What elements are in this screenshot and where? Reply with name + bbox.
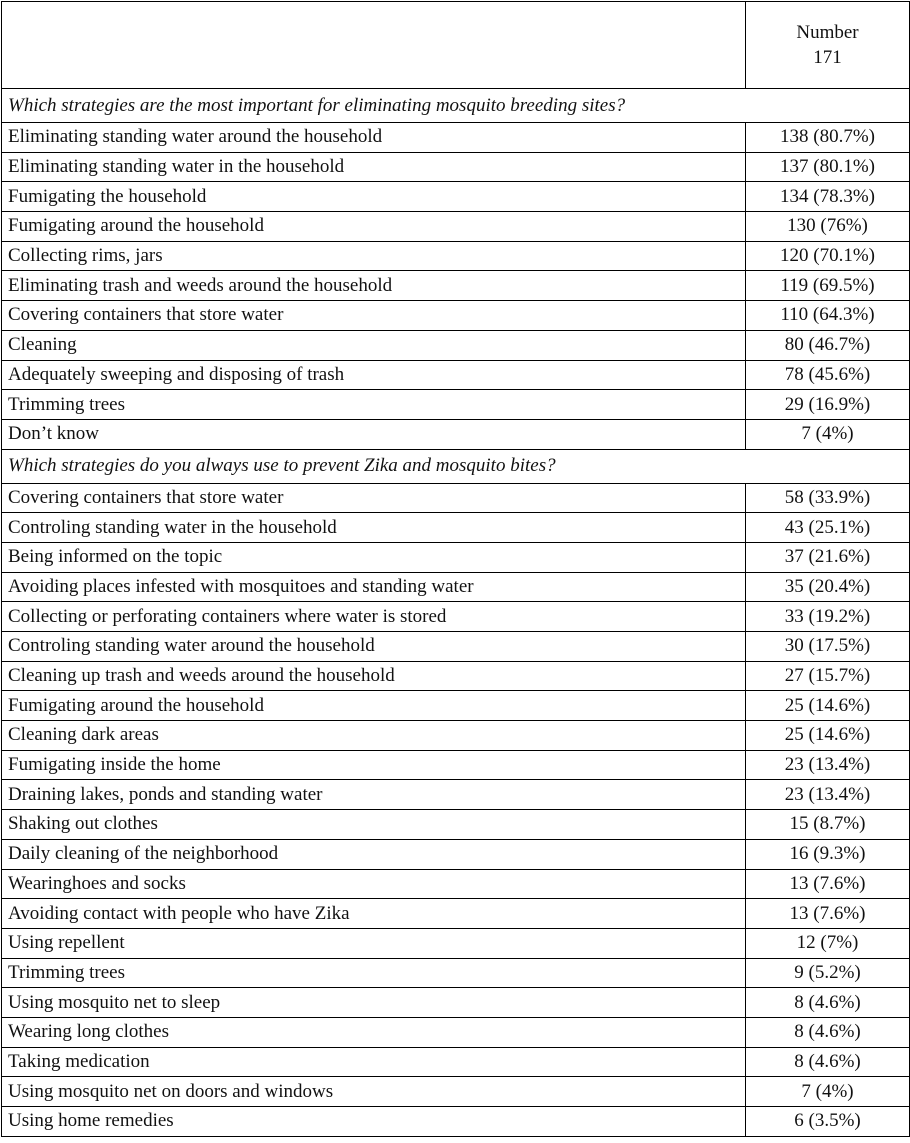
strategy-label: Controling standing water in the household xyxy=(2,513,746,543)
strategy-label: Covering containers that store water xyxy=(2,301,746,331)
strategy-count: 23 (13.4%) xyxy=(746,750,910,780)
strategy-count: 35 (20.4%) xyxy=(746,572,910,602)
strategy-count: 80 (46.7%) xyxy=(746,330,910,360)
table-row xyxy=(2,869,910,899)
strategy-label: Cleaning dark areas xyxy=(2,721,746,751)
table-row xyxy=(2,750,910,780)
header-empty-cell xyxy=(2,2,746,89)
strategy-label: Wearinghoes and socks xyxy=(2,869,746,899)
table-row xyxy=(2,330,910,360)
table-row xyxy=(2,301,910,331)
strategy-count: 7 (4%) xyxy=(746,1077,910,1107)
header-row xyxy=(2,2,910,89)
table-row xyxy=(2,390,910,420)
strategy-label: Using mosquito net to sleep xyxy=(2,988,746,1018)
section-header-row xyxy=(2,449,910,483)
table-row xyxy=(2,360,910,390)
strategy-label: Cleaning xyxy=(2,330,746,360)
strategy-label: Wearing long clothes xyxy=(2,1017,746,1047)
number-total: 171 xyxy=(813,47,842,68)
table-row xyxy=(2,182,910,212)
strategy-count: 6 (3.5%) xyxy=(746,1107,910,1137)
strategy-count: 8 (4.6%) xyxy=(746,1017,910,1047)
strategy-label: Fumigating around the household xyxy=(2,691,746,721)
strategy-label: Daily cleaning of the neighborhood xyxy=(2,839,746,869)
table-row xyxy=(2,691,910,721)
table-row xyxy=(2,928,910,958)
strategy-label: Shaking out clothes xyxy=(2,810,746,840)
strategy-count: 120 (70.1%) xyxy=(746,241,910,271)
strategy-count: 130 (76%) xyxy=(746,212,910,242)
strategy-count: 13 (7.6%) xyxy=(746,869,910,899)
strategy-label: Taking medication xyxy=(2,1047,746,1077)
table-row xyxy=(2,839,910,869)
strategy-label: Avoiding contact with people who have Zika xyxy=(2,899,746,929)
table-row xyxy=(2,513,910,543)
strategy-label: Being informed on the topic xyxy=(2,542,746,572)
strategy-label: Cleaning up trash and weeds around the household xyxy=(2,661,746,691)
strategy-label: Eliminating standing water around the household xyxy=(2,123,746,153)
strategy-count: 138 (80.7%) xyxy=(746,123,910,153)
strategy-count: 8 (4.6%) xyxy=(746,988,910,1018)
table-row xyxy=(2,542,910,572)
table-row xyxy=(2,661,910,691)
strategies-table xyxy=(1,1,910,1137)
strategy-count: 30 (17.5%) xyxy=(746,632,910,662)
strategy-label: Don’t know xyxy=(2,419,746,449)
strategy-count: 23 (13.4%) xyxy=(746,780,910,810)
strategy-count: 119 (69.5%) xyxy=(746,271,910,301)
strategy-label: Fumigating the household xyxy=(2,182,746,212)
strategy-count: 37 (21.6%) xyxy=(746,542,910,572)
table-row xyxy=(2,632,910,662)
section-title: Which strategies are the most important for eliminating mosquito breeding sites? xyxy=(2,89,910,123)
strategy-label: Eliminating trash and weeds around the household xyxy=(2,271,746,301)
strategy-count: 9 (5.2%) xyxy=(746,958,910,988)
table-row xyxy=(2,572,910,602)
table-row xyxy=(2,958,910,988)
table-row xyxy=(2,721,910,751)
strategy-count: 27 (15.7%) xyxy=(746,661,910,691)
strategy-count: 13 (7.6%) xyxy=(746,899,910,929)
strategy-count: 15 (8.7%) xyxy=(746,810,910,840)
strategy-count: 7 (4%) xyxy=(746,419,910,449)
strategy-label: Adequately sweeping and disposing of trash xyxy=(2,360,746,390)
strategy-label: Using mosquito net on doors and windows xyxy=(2,1077,746,1107)
strategy-count: 25 (14.6%) xyxy=(746,721,910,751)
number-label: Number xyxy=(796,22,859,43)
strategy-label: Trimming trees xyxy=(2,958,746,988)
section-header-row xyxy=(2,89,910,123)
table-row xyxy=(2,212,910,242)
section-title: Which strategies do you always use to prevent Zika and mosquito bites? xyxy=(2,449,910,483)
table-row xyxy=(2,123,910,153)
table-row xyxy=(2,271,910,301)
table-row xyxy=(2,899,910,929)
strategy-label: Using home remedies xyxy=(2,1107,746,1137)
strategy-label: Using repellent xyxy=(2,928,746,958)
strategy-count: 58 (33.9%) xyxy=(746,483,910,513)
strategy-label: Fumigating around the household xyxy=(2,212,746,242)
table-row xyxy=(2,241,910,271)
strategy-count: 137 (80.1%) xyxy=(746,152,910,182)
strategy-label: Draining lakes, ponds and standing water xyxy=(2,780,746,810)
table-row xyxy=(2,1017,910,1047)
table-row xyxy=(2,780,910,810)
strategy-count: 8 (4.6%) xyxy=(746,1047,910,1077)
strategy-label: Trimming trees xyxy=(2,390,746,420)
table-row xyxy=(2,1077,910,1107)
table-row xyxy=(2,419,910,449)
strategy-count: 134 (78.3%) xyxy=(746,182,910,212)
table-row xyxy=(2,1047,910,1077)
strategy-label: Eliminating standing water in the household xyxy=(2,152,746,182)
strategy-label: Avoiding places infested with mosquitoes and standing water xyxy=(2,572,746,602)
strategy-count: 29 (16.9%) xyxy=(746,390,910,420)
strategy-label: Collecting rims, jars xyxy=(2,241,746,271)
table-row xyxy=(2,810,910,840)
strategy-count: 16 (9.3%) xyxy=(746,839,910,869)
strategy-count: 110 (64.3%) xyxy=(746,301,910,331)
strategy-count: 25 (14.6%) xyxy=(746,691,910,721)
strategy-count: 33 (19.2%) xyxy=(746,602,910,632)
table-row xyxy=(2,988,910,1018)
strategy-label: Fumigating inside the home xyxy=(2,750,746,780)
strategy-count: 78 (45.6%) xyxy=(746,360,910,390)
strategy-label: Collecting or perforating containers where water is stored xyxy=(2,602,746,632)
strategy-count: 43 (25.1%) xyxy=(746,513,910,543)
header-number-cell xyxy=(746,2,910,89)
table-row xyxy=(2,152,910,182)
table-row xyxy=(2,483,910,513)
strategy-label: Covering containers that store water xyxy=(2,483,746,513)
table-body xyxy=(2,2,910,1137)
table-row xyxy=(2,1107,910,1137)
strategy-count: 12 (7%) xyxy=(746,928,910,958)
strategy-label: Controling standing water around the household xyxy=(2,632,746,662)
table-row xyxy=(2,602,910,632)
